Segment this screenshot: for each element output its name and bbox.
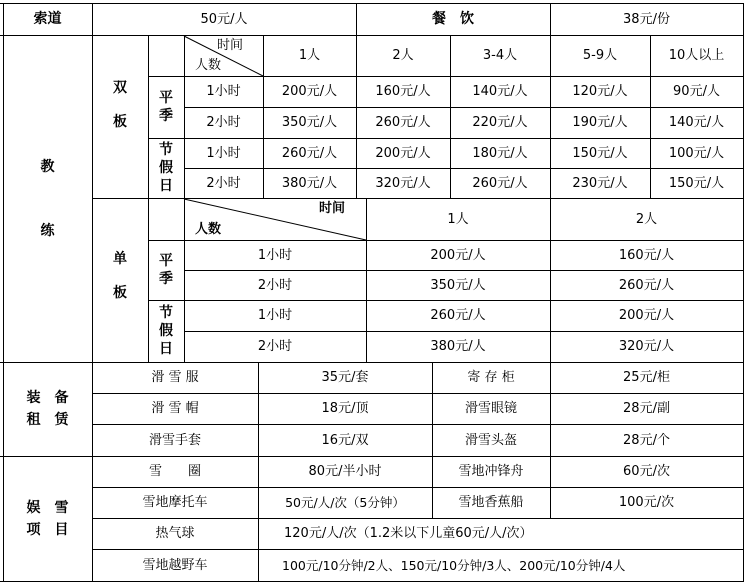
- rental-item: 滑雪眼镜: [464, 401, 517, 416]
- duration-cell: 2小时: [206, 175, 241, 191]
- season-char: 节: [159, 305, 173, 321]
- price-cell: 320元/人: [618, 339, 675, 354]
- entertainment-section-label: [3, 456, 92, 581]
- single-board-label-char: 单: [113, 251, 127, 267]
- coaching-label-char: 教: [40, 158, 55, 175]
- single-board-label-char: 板: [113, 285, 127, 301]
- price-cell: 230元/人: [572, 175, 628, 191]
- double-col-header: 5-9人: [582, 48, 618, 63]
- rental-section-label: [3, 362, 92, 456]
- activity-price: 100元/10分钟/2人、150元/10分钟/3人、200元/10分钟/4人: [282, 557, 626, 573]
- season-char: 平: [159, 253, 173, 269]
- price-cell: 140元/人: [668, 115, 725, 130]
- price-cell: 160元/人: [375, 84, 431, 99]
- lane-label: 索道: [33, 10, 62, 27]
- rental-label-line: 租 赁: [26, 412, 69, 428]
- rental-price: 28元/副: [623, 401, 670, 416]
- double-header-time: 时间: [216, 37, 243, 53]
- activity-price: 60元/次: [623, 464, 670, 479]
- price-cell: 350元/人: [430, 277, 486, 293]
- rental-label-line: 装 备: [26, 390, 69, 406]
- price-cell: 150元/人: [572, 145, 628, 161]
- activity-item: 雪地冲锋舟: [458, 464, 524, 479]
- activity-price: 120元/人/次（1.2米以下儿童60元/人/次）: [284, 526, 533, 541]
- price-cell: 200元/人: [281, 84, 338, 99]
- activity-item: 雪地摩托车: [142, 495, 208, 510]
- rental-price: 35元/套: [321, 370, 369, 385]
- activity-price: 80元/半小时: [308, 464, 382, 479]
- price-cell: 260元/人: [430, 308, 486, 323]
- season-char: 假: [159, 323, 173, 339]
- price-cell: 220元/人: [472, 115, 528, 130]
- coaching-section-label: [3, 35, 92, 362]
- price-cell: 380元/人: [281, 175, 338, 191]
- price-cell: 320元/人: [375, 175, 431, 191]
- price-cell: 260元/人: [618, 277, 675, 293]
- double-header-people: 人数: [194, 57, 221, 73]
- dining-label: 餐 饮: [432, 10, 474, 27]
- activity-price: 50元/人/次（5分钟）: [285, 495, 405, 510]
- activity-item: 热气球: [155, 526, 195, 541]
- price-cell: 260元/人: [472, 175, 528, 191]
- single-season-label: [148, 300, 184, 362]
- double-board-label: [92, 35, 148, 198]
- double-board-label-char: 双: [113, 80, 127, 96]
- activity-price: 100元/次: [618, 495, 675, 510]
- dining-price: 38元/份: [623, 11, 670, 27]
- single-header-people: 人数: [194, 221, 221, 237]
- rental-item: 滑雪手套: [148, 432, 201, 448]
- single-header-time: 时间: [318, 200, 345, 216]
- activity-item: 雪地越野车: [142, 557, 208, 573]
- price-cell: 380元/人: [430, 339, 486, 354]
- price-cell: 160元/人: [618, 247, 675, 263]
- price-cell: 180元/人: [472, 145, 528, 161]
- entertainment-label-line: 项 目: [26, 521, 69, 538]
- price-cell: 260元/人: [281, 145, 338, 161]
- double-col-header: 2人: [392, 48, 414, 63]
- season-char: 平: [159, 90, 173, 106]
- double-col-header: 1人: [298, 48, 321, 63]
- duration-cell: 1小时: [257, 247, 293, 263]
- season-char: 日: [159, 178, 173, 194]
- price-cell: 150元/人: [668, 175, 725, 191]
- duration-cell: 1小时: [206, 84, 241, 99]
- price-cell: 260元/人: [375, 115, 431, 130]
- single-board-label: [92, 198, 148, 362]
- single-season-label: [148, 240, 184, 300]
- season-char: 季: [159, 108, 173, 124]
- price-cell: 350元/人: [281, 115, 338, 130]
- duration-cell: 2小时: [257, 277, 293, 293]
- duration-cell: 2小时: [206, 115, 241, 130]
- price-cell: 120元/人: [572, 84, 628, 99]
- duration-cell: 1小时: [257, 308, 293, 323]
- single-col-header: 1人: [447, 211, 469, 227]
- price-cell: 100元/人: [668, 145, 725, 161]
- price-cell: 90元/人: [673, 84, 720, 99]
- rental-item: 滑 雪 帽: [151, 401, 199, 416]
- activity-item: 雪 圈: [148, 464, 201, 479]
- double-col-header: 3-4人: [482, 48, 518, 63]
- season-char: 假: [159, 160, 173, 176]
- rental-item: 滑雪头盔: [464, 432, 517, 448]
- season-char: 日: [159, 341, 173, 357]
- rental-price: 18元/顶: [321, 401, 369, 416]
- single-col-header: 2人: [635, 211, 658, 227]
- season-char: 节: [159, 142, 173, 158]
- rental-price: 25元/柜: [623, 370, 670, 385]
- rental-price: 28元/个: [623, 432, 670, 448]
- lane-price: 50元/人: [200, 11, 248, 27]
- activity-item: 雪地香蕉船: [458, 495, 524, 510]
- duration-cell: 2小时: [257, 339, 293, 354]
- rental-item: 寄 存 柜: [467, 370, 515, 385]
- price-cell: 140元/人: [472, 84, 528, 99]
- price-cell: 200元/人: [375, 145, 431, 161]
- coaching-label-char: 练: [40, 222, 55, 239]
- duration-cell: 1小时: [206, 145, 241, 161]
- entertainment-label-line: 娱 雪: [26, 499, 69, 516]
- price-cell: 200元/人: [618, 308, 675, 323]
- rental-item: 滑 雪 服: [151, 370, 199, 385]
- double-board-label-char: 板: [113, 114, 127, 130]
- double-col-header: 10人以上: [668, 48, 725, 63]
- price-cell: 190元/人: [572, 115, 628, 130]
- price-cell: 200元/人: [430, 247, 486, 263]
- double-season-label: [148, 138, 184, 198]
- double-season-label: [148, 76, 184, 138]
- rental-price: 16元/双: [321, 432, 369, 448]
- season-char: 季: [159, 271, 173, 287]
